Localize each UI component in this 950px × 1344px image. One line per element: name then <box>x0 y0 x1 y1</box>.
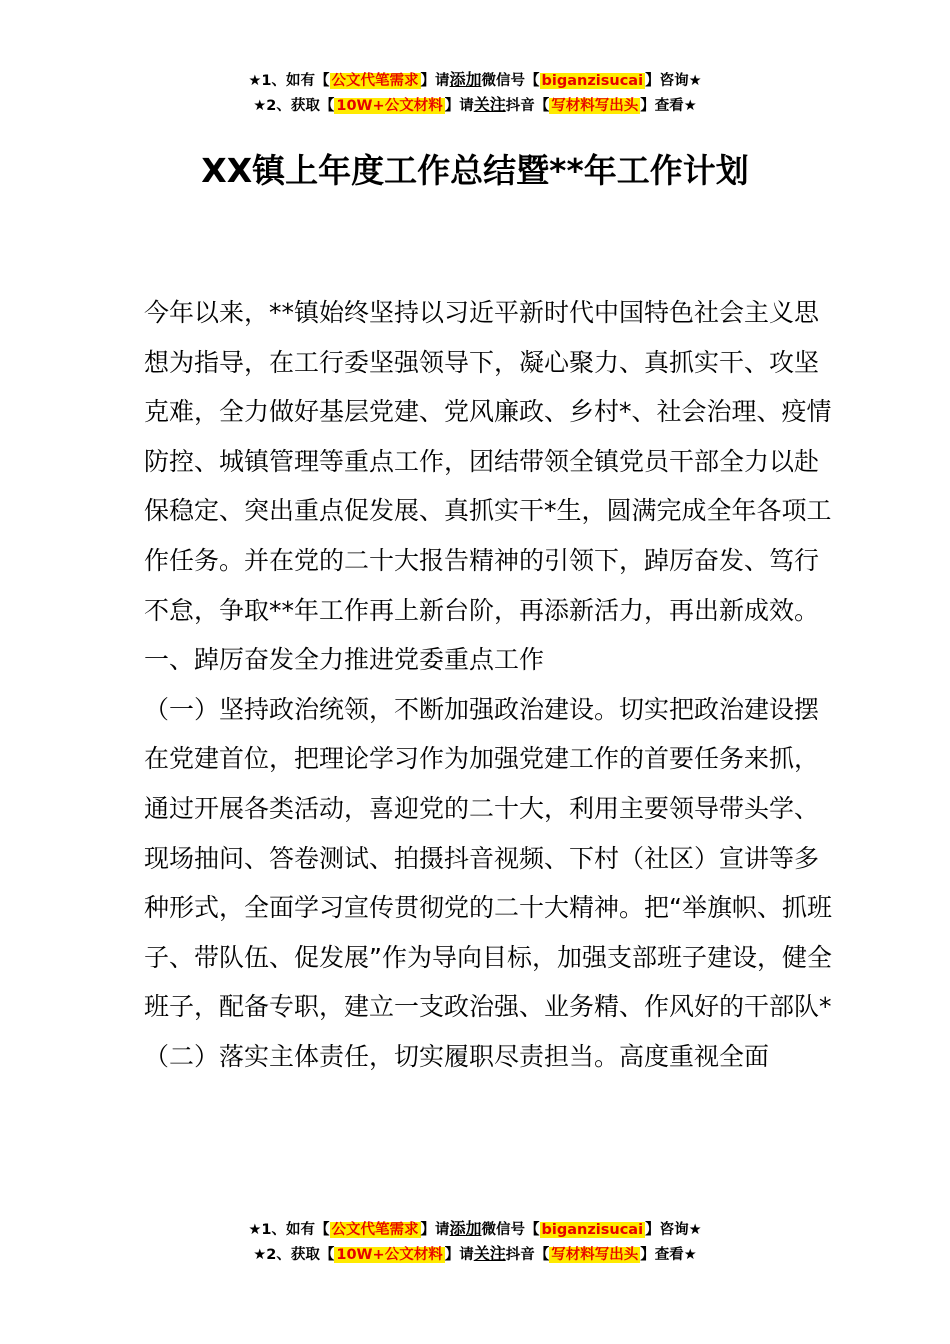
banner-highlight: 10W+公文材料 <box>336 98 443 114</box>
banner-text: 微信号【 <box>481 73 540 89</box>
banner-text: 】咨询★ <box>645 1222 702 1238</box>
paragraph-subsection-2: （二）落实主体责任，切实履职尽责担当。高度重视全面 <box>144 1041 770 1071</box>
paragraph-intro: 今年以来，**镇始终坚持以习近平新时代中国特色社会主义思想为指导，在工行委坚强领导下，凝心聚力、真抓实干、攻坚克难，全力做好基层党建、党风廉政、乡村*、社会治理、疫情防控、城镇管理等重点工作，团结带领全镇党员干部全力以赴保稳定、突出重点促发展、真抓实干*生，圆满完成全年各项工作任务。并在党的二十大报告精神的引领下，踔厉奋发、笃行不怠，争取**年工作再上新台阶，再添新活力，再出新成效。 <box>144 298 832 625</box>
banner-text: 微信号【 <box>481 1222 540 1238</box>
document-title: XX镇上年度工作总结暨**年工作计划 <box>201 151 749 190</box>
banner-text: ★1、如有【 <box>248 73 330 89</box>
banner-text: ★2、获取【 <box>253 1247 335 1263</box>
banner-text: 】查看★ <box>640 98 697 114</box>
banner-highlight: 写材料写出头 <box>551 98 639 114</box>
banner-highlight: biganzisucai <box>541 1222 644 1238</box>
banner-text: 抖音【 <box>505 98 550 114</box>
footer-banner <box>0 1217 950 1267</box>
banner-line-2 <box>0 93 950 118</box>
section-heading: 一、踔厉奋发全力推进党委重点工作 <box>144 645 545 675</box>
banner-emphasis: 关注 <box>473 1244 506 1263</box>
banner-line-2 <box>0 1242 950 1267</box>
banner-highlight: biganzisucai <box>541 73 644 89</box>
banner-text: 】咨询★ <box>645 73 702 89</box>
banner-text: ★2、获取【 <box>253 98 335 114</box>
banner-emphasis: 添加 <box>449 1219 482 1238</box>
header-banner <box>0 68 950 118</box>
banner-text: 】请 <box>420 1222 450 1238</box>
banner-highlight: 10W+公文材料 <box>336 1247 443 1263</box>
banner-text: 】查看★ <box>640 1247 697 1263</box>
banner-text: 】请 <box>444 98 474 114</box>
paragraph-subsection-1: （一）坚持政治统领，不断加强政治建设。切实把政治建设摆在党建首位，把理论学习作为加强党建工作的首要任务来抓，通过开展各类活动，喜迎党的二十大，利用主要领导带头学、现场抽问、答卷测试、拍摄抖音视频、下村（社区）宣讲等多种形式，全面学习宣传贯彻党的二十大精神。把“举旗帜、抓班子、带队伍、促发展”作为导向目标，加强支部班子建设，健全班子，配备专职，建立一支政治强、业务精、作风好的干部队* <box>144 694 832 1022</box>
banner-highlight: 公文代笔需求 <box>331 1222 419 1238</box>
banner-text: 抖音【 <box>505 1247 550 1263</box>
banner-text: ★1、如有【 <box>248 1222 330 1238</box>
banner-highlight: 公文代笔需求 <box>331 73 419 89</box>
banner-highlight: 写材料写出头 <box>551 1247 639 1263</box>
banner-text: 】请 <box>420 73 450 89</box>
document-body <box>144 288 834 1082</box>
banner-emphasis: 关注 <box>473 95 506 114</box>
banner-text: 】请 <box>444 1247 474 1263</box>
banner-line-1 <box>0 68 950 93</box>
banner-line-1 <box>0 1217 950 1242</box>
banner-emphasis: 添加 <box>449 70 482 89</box>
